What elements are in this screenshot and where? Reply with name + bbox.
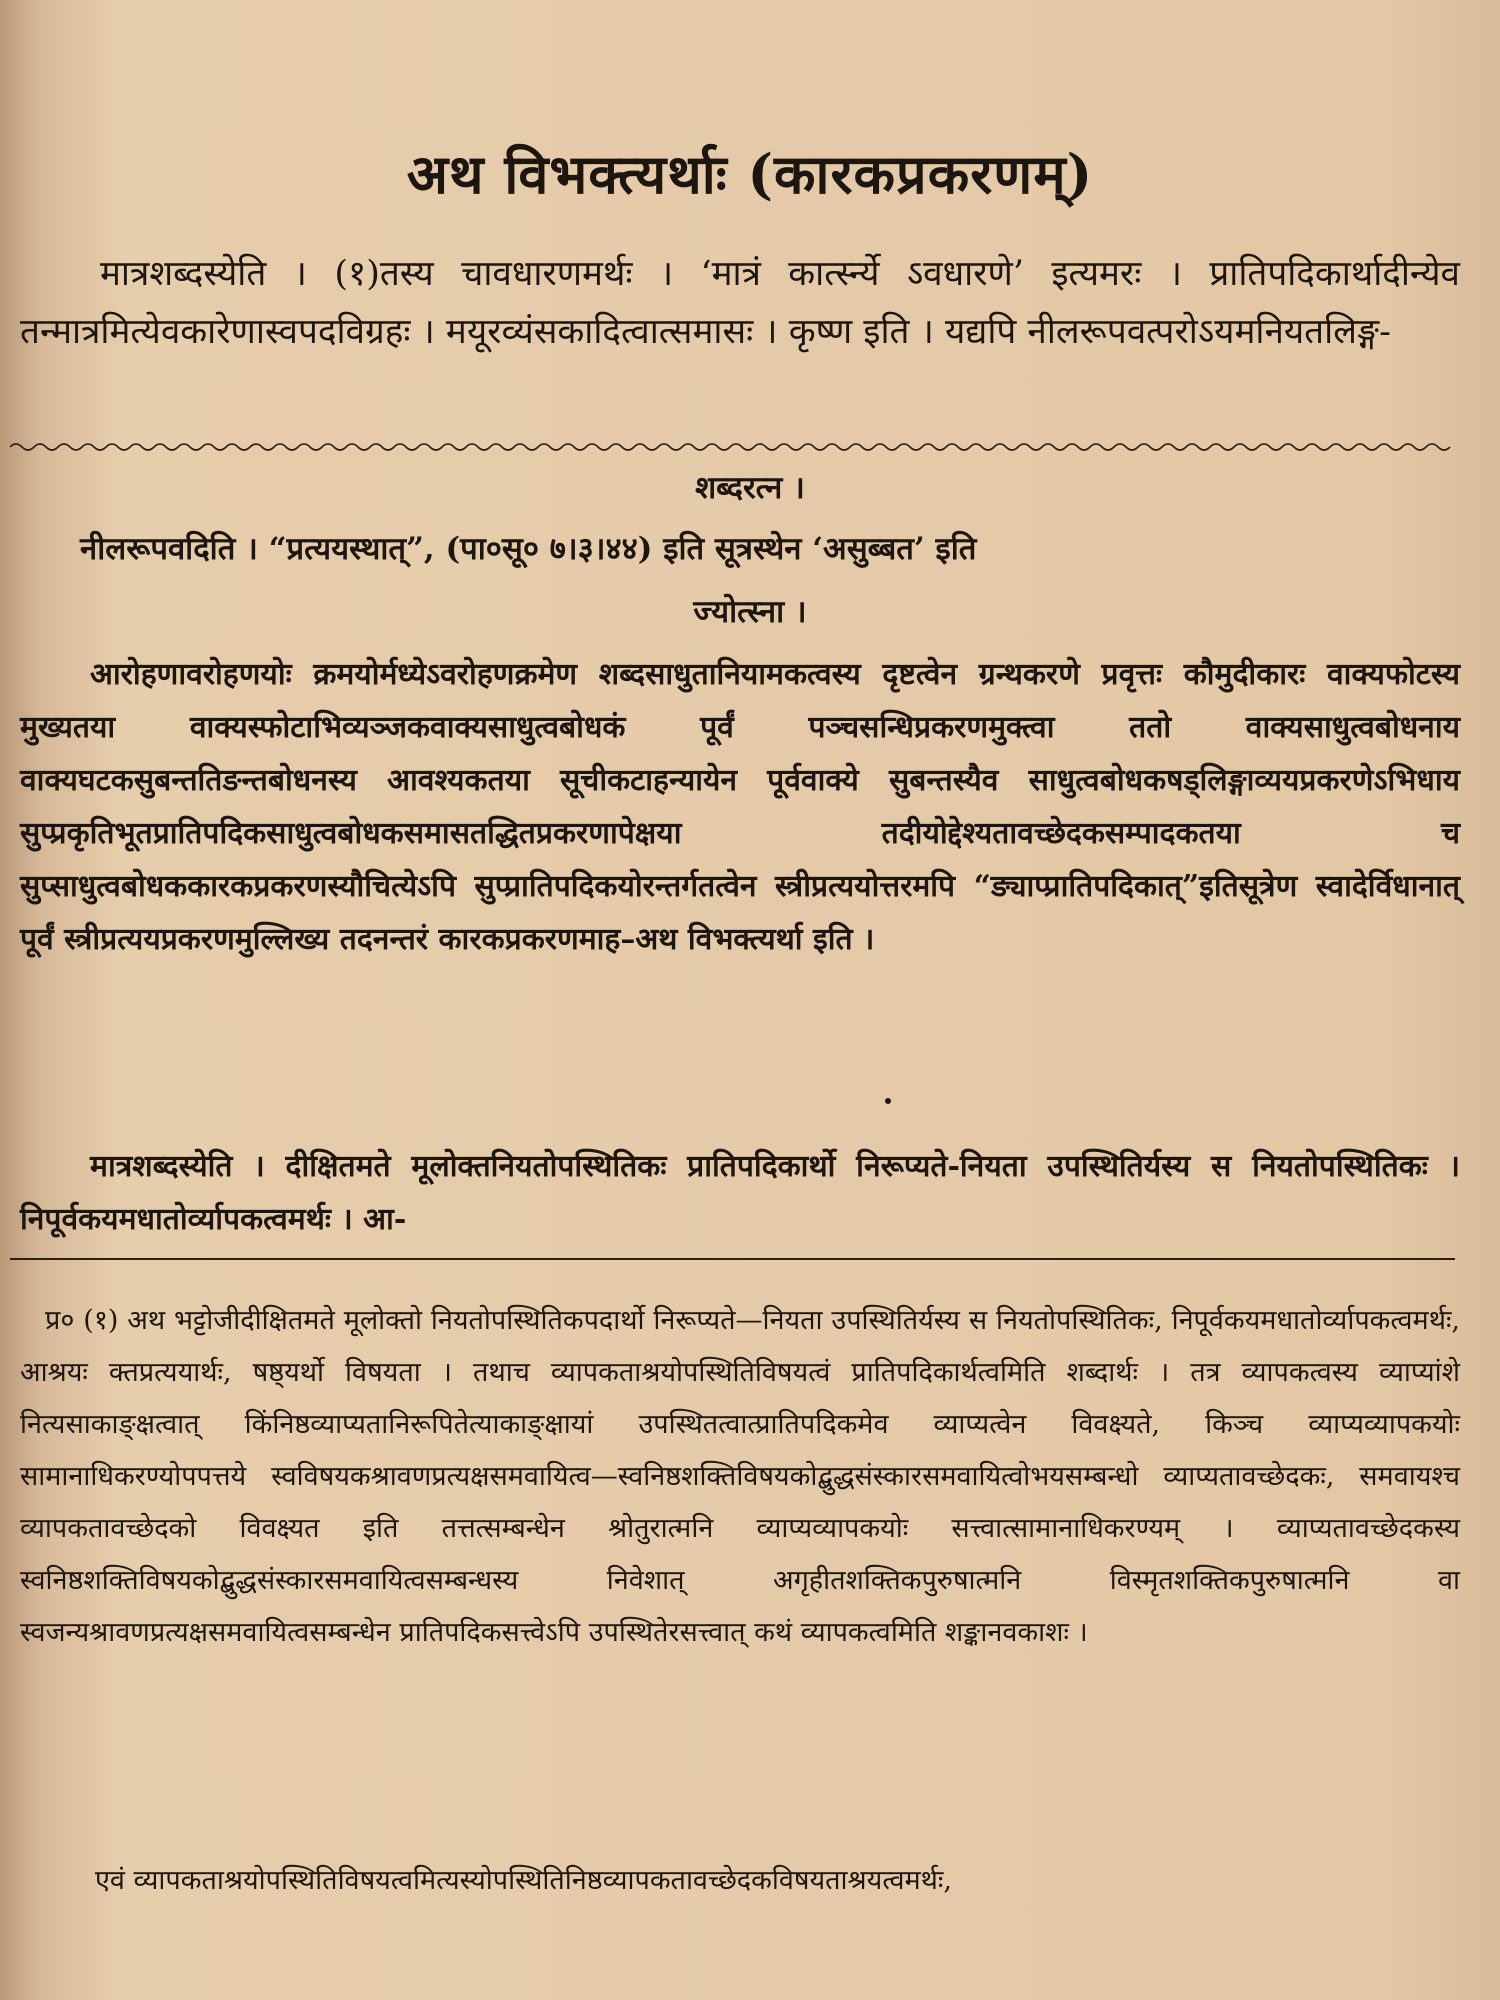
footnote-rule	[10, 1258, 1455, 1260]
jyotsna-paragraph-2: मात्रशब्दस्येति । दीक्षितमते मूलोक्तनियतोपस्थितिकः प्रातिपदिकार्थो निरूप्यते-नियता उपस्थितिर्यस्य स नियतोपस्थितिकः । निपूर्वकयमधातोर्व्यापकत्वमर्थः । आ-	[20, 1149, 1460, 1237]
page-heading: अथ विभक्त्यर्थाः (कारकप्रकरणम्)	[406, 142, 1094, 206]
footnote-paragraph-1: प्र० (१) अथ भट्टोजीदीक्षितमते मूलोक्तो नियतोपस्थितिकपदार्थो निरूप्यते—नियता उपस्थितिर्यस्य स नियतोपस्थितिकः, निपूर्वकयमधातोर्व्यापकत्वमर्थः, आश्रयः क्तप्रत्ययार्थः, षष्ठ्यर्थो विषयता । तथाच व्यापकताश्रयोपस्थितिविषयत्वं प्रातिपदिकार्थत्वमिति शब्दार्थः । तत्र व्यापकत्वस्य व्याप्यांशे नित्यसाकाङ्क्षत्वात् किंनिष्ठव्याप्यतानिरूपितेत्याकाङ्क्षायां उपस्थितत्वात्प्रातिपदिकमेव व्याप्यत्वेन विवक्ष्यते, किञ्च व्याप्यव्यापकयोः सामानाधिकरण्योपपत्तये स्वविषयकश्रावणप्रत्यक्षसमवायित्व—स्वनिष्ठशक्तिविषयकोद्बुद्धसंस्कारसमवायित्वोभयसम्बन्धो व्याप्यतावच्छेदकः, समवायश्च व्यापकतावच्छेदको विवक्ष्यत इति तत्तत्सम्बन्धेन श्रोतुरात्मनि व्याप्यव्यापकयोः सत्त्वात्सामानाधिकरण्यम् । व्याप्यतावच्छेदकस्य स्वनिष्ठशक्तिविषयकोद्बुद्धसंस्कारसमवायित्वसम्बन्धस्य निवेशात् अगृहीतशक्तिकपुरुषात्मनि विस्मृतशक्तिकपुरुषात्मनि वा स्वजन्यश्रावणप्रत्यक्षसमवायित्वसम्बन्धेन प्रातिपदिकसत्त्वेऽपि उपस्थितेरसत्त्वात् कथं व्यापकत्वमिति शङ्कानवकाशः ।	[20, 1305, 1460, 1648]
ink-speck	[885, 1098, 891, 1104]
shabdaratna-label: शब्दरत्न ।	[695, 470, 805, 506]
footnote-paragraph-2: एवं व्यापकताश्रयोपस्थितिविषयत्वमित्यस्योपस्थितिनिष्ठव्यापकतावच्छेदकविषयताश्रयत्वमर्थः,	[95, 1865, 952, 1896]
wavy-separator	[10, 440, 1455, 454]
jyotsna-label: ज्योत्स्ना ।	[693, 594, 807, 630]
main-text: मात्रशब्दस्येति । (१)तस्य चावधारणमर्थः । ‘मात्रं कार्त्स्न्ये ऽवधारणे’ इत्यमरः । प्रातिपदिकार्थादीन्येव तन्मात्रमित्येवकारेणास्वपदविग्रहः । मयूरव्यंसकादित्वात्समासः । कृष्ण इति । यद्यपि नीलरूपवत्परोऽयमनियतलिङ्ग-	[20, 254, 1460, 352]
shabdaratna-text: नीलरूपवदिति । “प्रत्ययस्थात्”, (पा०सू० ७।३।४४) इति सूत्रस्थेन ‘असुब्बत’ इति	[80, 531, 977, 567]
jyotsna-paragraph-1: आरोहणावरोहणयोः क्रमयोर्मध्येऽवरोहणक्रमेण शब्दसाधुतानियामकत्वस्य दृष्टत्वेन ग्रन्थकरणे प्रवृत्तः कौमुदीकारः वाक्यफोटस्य मुख्यतया वाक्यस्फोटाभिव्यञ्जकवाक्यसाधुत्वबोधकं पूर्वं पञ्चसन्धिप्रकरणमुक्त्वा ततो वाक्यसाधुत्वबोधनाय वाक्यघटकसुबन्ततिङन्तबोधनस्य आवश्यकतया सूचीकटाहन्यायेन पूर्ववाक्ये सुबन्तस्यैव साधुत्वबोधकषड्लिङ्गाव्ययप्रकरणेऽभिधाय सुप्प्रकृतिभूतप्रातिपदिकसाधुत्वबोधकसमासतद्धितप्रकरणापेक्षया तदीयोद्देश्यतावच्छेदकसम्पादकतया च सुप्साधुत्वबोधककारकप्रकरणस्यौचित्येऽपि सुप्प्रातिपदिकयोरन्तर्गतत्वेन स्त्रीप्रत्ययोत्तरमपि “ङ्याप्प्रातिपदिकात्”इतिसूत्रेण स्वादेर्विधानात् पूर्वं स्त्रीप्रत्ययप्रकरणमुल्लिख्य तदनन्तरं कारकप्रकरणमाह–अथ विभक्त्यर्था इति ।	[20, 657, 1460, 957]
